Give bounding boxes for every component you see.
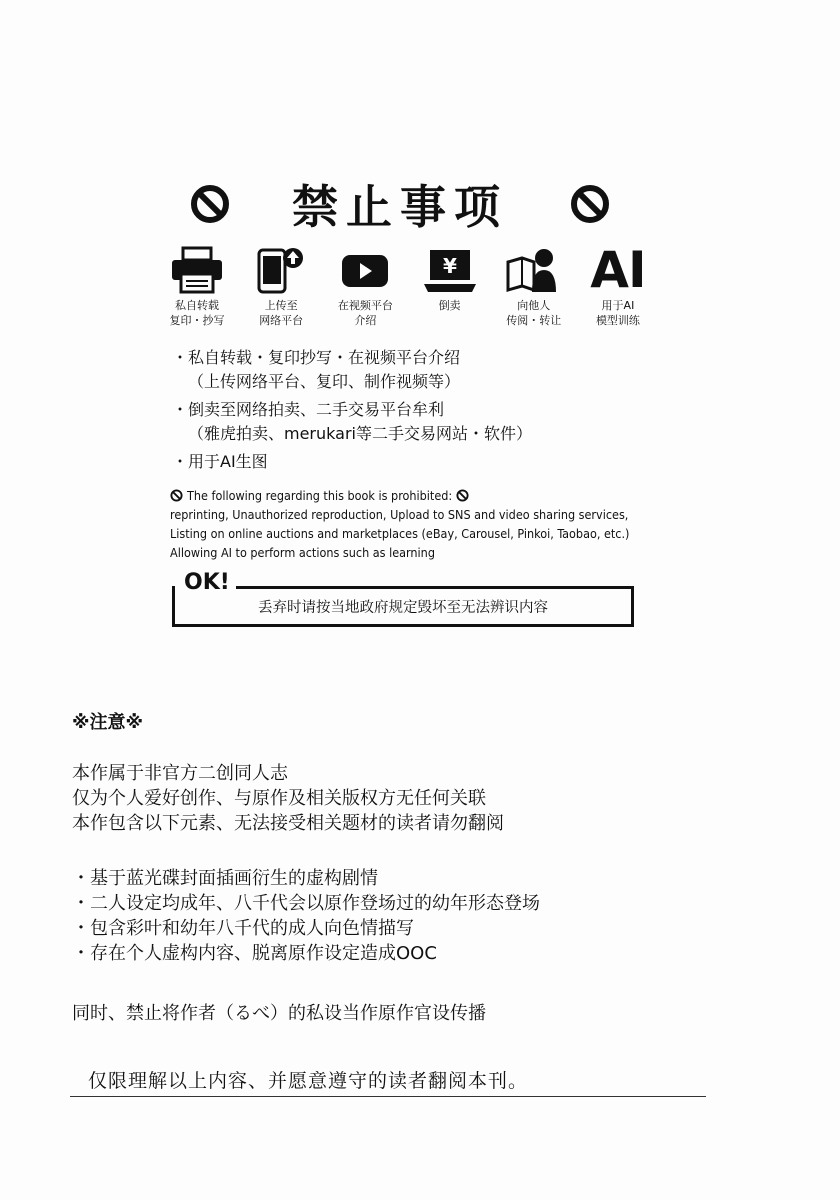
list-item: ・用于AI生图 — [172, 452, 268, 471]
ok-box-top-line — [232, 586, 631, 589]
notice-line: 同时、禁止将作者（るべ）的私设当作原作官设传播 — [72, 1003, 486, 1024]
final-statement: 仅限理解以上内容、并愿意遵守的读者翻阅本刊。 — [88, 1070, 529, 1092]
notice-line: 本作属于非官方二创同人志 — [72, 763, 288, 784]
english-line: reprinting, Unauthorized reproduction, Upload to SNS and video sharing services, — [170, 507, 629, 522]
prohibited-icon — [190, 184, 230, 224]
notice-line: 仅为个人爱好创作、与原作及相关版权方无任何关联 — [72, 788, 486, 809]
page-title: 禁止事项 — [292, 180, 508, 234]
notice-line: ・包含彩叶和幼年八千代的成人向色情描写 — [72, 918, 414, 939]
icon-item — [323, 244, 407, 328]
notice-line: 本作包含以下元素、无法接受相关题材的读者请勿翻阅 — [72, 813, 504, 834]
notice-line: ・二人设定均成年、八千代会以原作登场过的幼年形态登场 — [72, 893, 540, 914]
prohibition-icons — [155, 241, 660, 328]
notice-line: ・存在个人虚构内容、脱离原作设定造成OOC — [72, 943, 437, 964]
prohibited-list — [172, 346, 632, 474]
icon-caption: 上传至 网络平台 — [259, 299, 304, 327]
icon-item — [408, 244, 492, 328]
ok-label: OK! — [180, 570, 236, 595]
prohibited-icon — [170, 489, 183, 502]
list-item: ・倒卖至网络拍卖、二手交易平台牟利 — [172, 400, 445, 419]
prohibited-icon — [570, 184, 610, 224]
icon-item — [492, 244, 576, 328]
icon-caption: 向他人 传阅・转让 — [506, 299, 562, 327]
notice-line: ・基于蓝光碟封面插画衍生的虚构剧情 — [72, 868, 378, 889]
title-row — [190, 172, 610, 236]
ai-icon: AI — [590, 241, 646, 299]
notice-section — [72, 710, 762, 1026]
svg-text:¥: ¥ — [442, 254, 457, 278]
english-line: Listing on online auctions and marketplaces (eBay, Carousel, Pinkoi, Taobao, etc.) — [170, 526, 630, 541]
english-notice — [170, 486, 670, 562]
printer-icon — [169, 246, 225, 294]
english-line: Allowing AI to perform actions such as learning — [170, 545, 435, 560]
notice-heading: ※注意※ — [72, 712, 143, 733]
icon-caption: 倒卖 — [438, 299, 461, 312]
prohibited-icon — [456, 489, 469, 502]
list-item: （雅虎拍卖、merukari等二手交易网站・软件） — [188, 424, 532, 443]
divider — [70, 1096, 706, 1097]
yen-laptop-icon — [422, 246, 478, 294]
list-item: （上传网络平台、复印、制作视频等） — [188, 372, 461, 391]
icon-caption: 私自转载 复印・抄写 — [169, 299, 225, 327]
phone-upload-icon — [253, 246, 309, 294]
icon-caption: 用于AI 模型训练 — [595, 299, 640, 327]
english-heading: The following regarding this book is prohibited: — [187, 488, 453, 503]
ok-text: 丢弃时请按当地政府规定毁坏至无法辨识内容 — [258, 600, 548, 616]
icon-caption: 在视频平台 介绍 — [337, 299, 393, 327]
list-item: ・私自转载・复印抄写・在视频平台介绍 — [172, 348, 461, 367]
icon-item — [239, 244, 323, 328]
book-person-icon — [504, 246, 564, 294]
icon-item — [576, 241, 660, 328]
video-play-icon — [337, 246, 393, 294]
icon-item — [155, 244, 239, 328]
